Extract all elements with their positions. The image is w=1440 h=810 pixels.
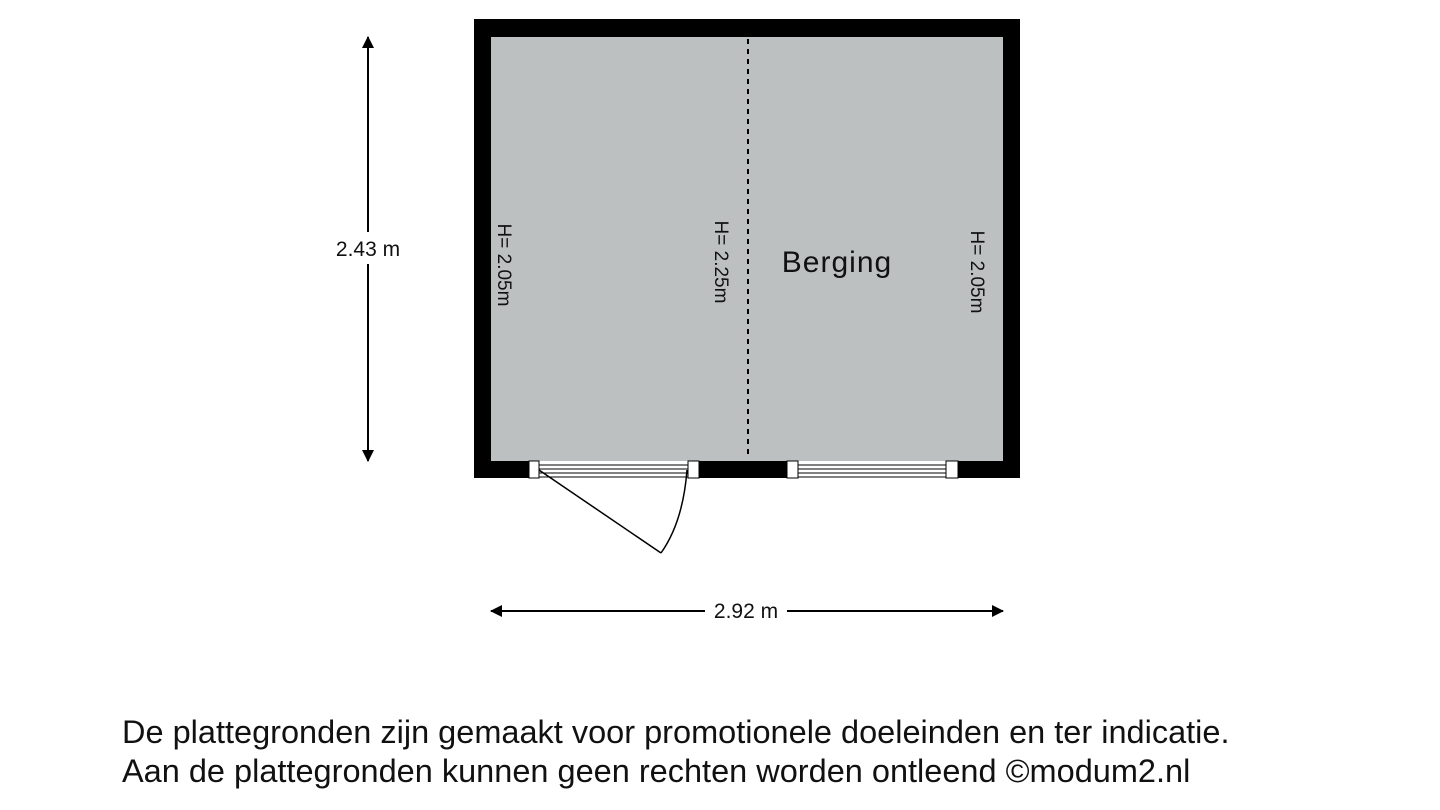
height-label-left: H= 2.05m — [493, 223, 514, 307]
door-frame — [529, 461, 699, 478]
wall-left — [474, 19, 491, 478]
disclaimer-line-1: De plattegronden zijn gemaakt voor promotionele doeleinden en ter indicatie. — [122, 714, 1230, 750]
window — [787, 461, 958, 478]
disclaimer — [122, 713, 1382, 791]
height-label-right: H= 2.05m — [966, 230, 987, 314]
width-dimension — [491, 600, 1003, 623]
height-dimension-label: 2.43 m — [335, 238, 401, 261]
disclaimer-line-2: Aan de plattegronden kunnen geen rechten worden ontleend ©modum2.nl — [122, 753, 1191, 789]
height-dimension — [336, 37, 400, 461]
door-swing — [539, 470, 687, 553]
room-name: Berging — [781, 246, 893, 279]
wall-right — [1003, 19, 1020, 478]
wall-top — [474, 19, 1020, 37]
wall-bottom-right — [958, 461, 1020, 478]
width-dimension-label: 2.92 m — [713, 600, 779, 623]
wall-bottom-middle — [699, 461, 787, 478]
wall-bottom-left — [474, 461, 529, 478]
height-label-middle: H= 2.25m — [710, 220, 731, 304]
